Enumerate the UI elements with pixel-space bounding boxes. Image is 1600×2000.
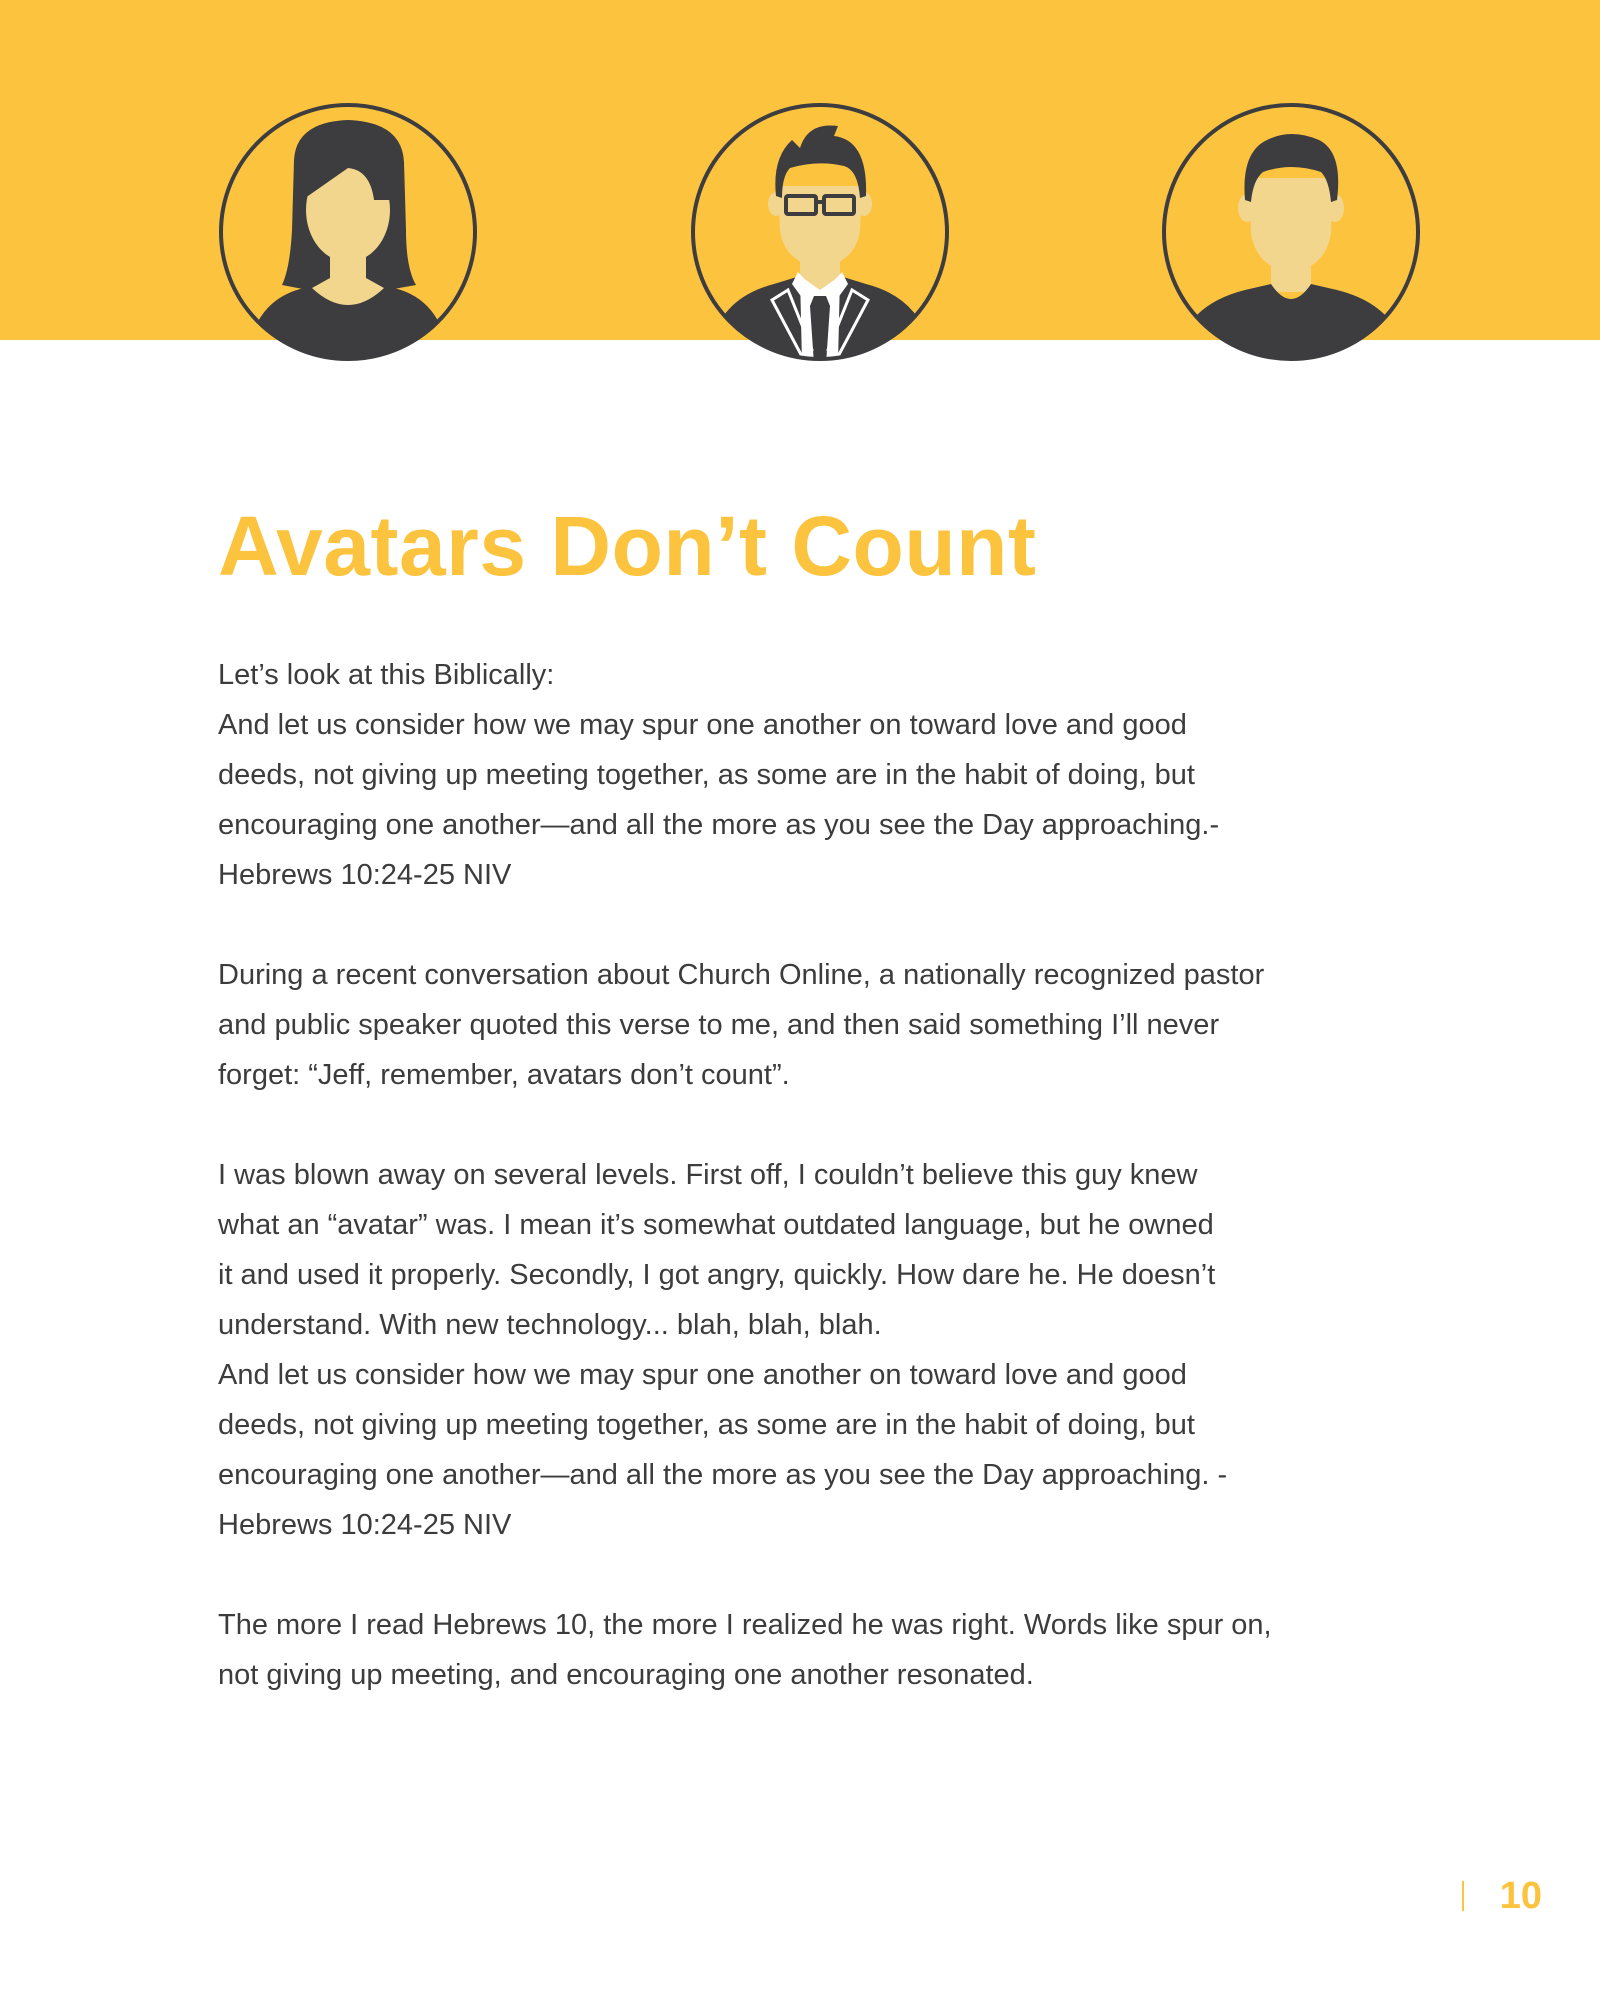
text-line: encouraging one another—and all the more as you see the Day approaching. - bbox=[218, 1459, 1228, 1491]
man-avatar-graphic bbox=[1159, 100, 1423, 364]
text-line: And let us consider how we may spur one another on toward love and good bbox=[218, 709, 1187, 741]
businessman-avatar-icon bbox=[688, 100, 952, 364]
text-line: During a recent conversation about Church Online, a nationally recognized pastor bbox=[218, 959, 1265, 991]
paragraph bbox=[218, 1600, 1438, 1700]
text-line: And let us consider how we may spur one another on toward love and good bbox=[218, 1359, 1187, 1391]
page-number: 10 bbox=[1499, 1874, 1542, 1917]
text-line: not giving up meeting, and encouraging one another resonated. bbox=[218, 1659, 1034, 1691]
text-line: The more I read Hebrews 10, the more I realized he was right. Words like spur on, bbox=[218, 1609, 1272, 1641]
text-line: Hebrews 10:24-25 NIV bbox=[218, 859, 512, 891]
woman-avatar-icon bbox=[216, 100, 480, 364]
text-line: Let’s look at this Biblically: bbox=[218, 659, 555, 691]
businessman-avatar-graphic bbox=[688, 100, 952, 364]
text-line: it and used it properly. Secondly, I got angry, quickly. How dare he. He doesn’t bbox=[218, 1259, 1216, 1291]
text-line: I was blown away on several levels. First off, I couldn’t believe this guy knew bbox=[218, 1159, 1198, 1191]
man-avatar-icon bbox=[1159, 100, 1423, 364]
woman-avatar-graphic bbox=[216, 100, 480, 364]
paragraph bbox=[218, 1150, 1438, 1550]
text-line: Hebrews 10:24-25 NIV bbox=[218, 1509, 512, 1541]
text-line: encouraging one another—and all the more as you see the Day approaching.- bbox=[218, 809, 1220, 841]
page-number-divider bbox=[1462, 1881, 1464, 1911]
text-line: understand. With new technology... blah, blah, blah. bbox=[218, 1309, 882, 1341]
text-line: deeds, not giving up meeting together, as some are in the habit of doing, but bbox=[218, 1409, 1195, 1441]
page-title: Avatars Don’t Count bbox=[218, 499, 1037, 593]
paragraph bbox=[218, 950, 1438, 1100]
text-line: deeds, not giving up meeting together, as some are in the habit of doing, but bbox=[218, 759, 1195, 791]
text-line: and public speaker quoted this verse to me, and then said something I’ll never bbox=[218, 1009, 1220, 1041]
page-footer bbox=[1462, 1870, 1542, 1922]
text-line: what an “avatar” was. I mean it’s somewhat outdated language, but he owned bbox=[218, 1209, 1214, 1241]
avatar-row bbox=[0, 0, 1600, 380]
text-line: forget: “Jeff, remember, avatars don’t count”. bbox=[218, 1059, 790, 1091]
paragraph bbox=[218, 650, 1438, 900]
body-text bbox=[218, 650, 1438, 1750]
